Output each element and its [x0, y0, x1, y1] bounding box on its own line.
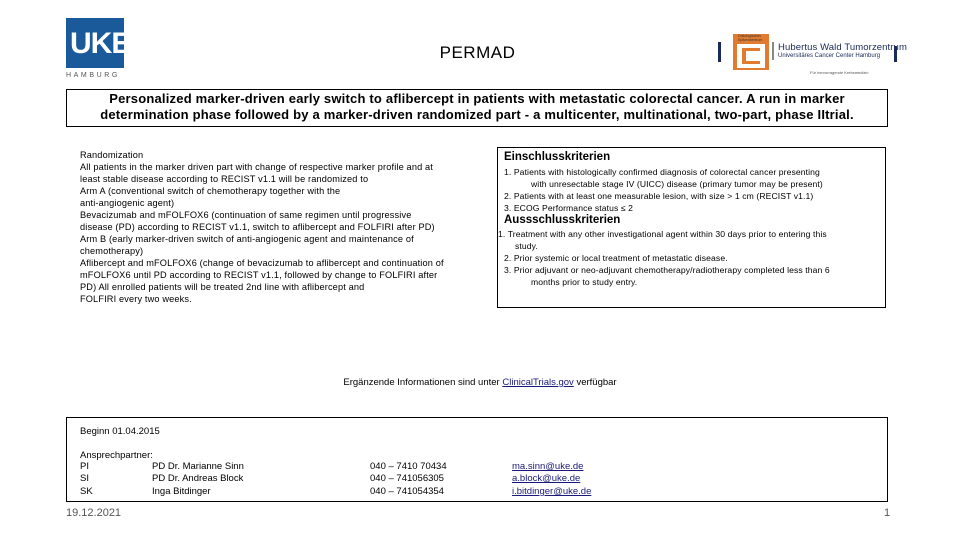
- uke-logo-block: [66, 18, 131, 68]
- randomization-line: Randomization: [80, 150, 144, 160]
- contact-email[interactable]: i.bitdinger@uke.de: [512, 486, 592, 497]
- hwtz-logo: [718, 32, 907, 82]
- start-date: Beginn 01.04.2015: [80, 426, 160, 437]
- randomization-line: Arm A (conventional switch of chemotherapy together with the: [80, 186, 341, 196]
- contact-role: SI: [80, 473, 89, 484]
- uke-logo-subtext: HAMBURG: [66, 72, 120, 79]
- info-line: [300, 377, 660, 388]
- contact-phone: 040 – 741054354: [370, 486, 444, 497]
- contact-phone: 040 – 7410 70434: [370, 461, 447, 472]
- uke-logo-text: UKE: [70, 27, 131, 60]
- contact-name: Inga Bitdinger: [152, 486, 211, 497]
- contact-name: PD Dr. Andreas Block: [152, 473, 244, 484]
- inclusion-item: 2. Patients with at least one measurable lesion, with size > 1 cm (RECIST v1.1): [504, 191, 814, 201]
- contact-name: PD Dr. Marianne Sinn: [152, 461, 244, 472]
- exclusion-heading: Aussschlusskriterien: [504, 214, 621, 226]
- randomization-line: All patients in the marker driven part with change of respective marker profile and at: [80, 162, 434, 172]
- inclusion-item: 1. Patients with histologically confirmed diagnosis of colorectal cancer presenting: [504, 167, 820, 177]
- randomization-line: Aflibercept and mFOLFOX6 (change of bevacizumab to aflibercept and continuation of: [80, 258, 444, 268]
- contact-phone: 040 – 741056305: [370, 473, 444, 484]
- info-suffix: verfügbar: [573, 377, 617, 388]
- randomization-section: [80, 149, 465, 305]
- inclusion-heading: Einschlusskriterien: [504, 151, 611, 163]
- randomization-line: least stable disease according to RECIST v1.1 will be randomized to: [80, 174, 369, 184]
- footer-date: 19.12.2021: [66, 507, 122, 519]
- uke-logo: [66, 18, 131, 82]
- inclusion-item: 3. ECOG Performance status ≤ 2: [504, 203, 634, 213]
- exclusion-item: months prior to study entry.: [531, 277, 638, 287]
- randomization-line: FOLFIRI every two weeks.: [80, 294, 192, 304]
- randomization-line: anti-angiogenic agent): [80, 198, 175, 208]
- randomization-line: Bevacizumab and mFOLFOX6 (continuation of same regimen until progressive: [80, 210, 412, 220]
- hwtz-subline: Universitäres Cancer Center Hamburg: [778, 53, 881, 59]
- criteria-box: [497, 147, 886, 308]
- exclusion-item: 3. Prior adjuvant or neo-adjuvant chemotherapy/radiotherapy completed less than 6: [504, 265, 830, 275]
- study-title: Personalized marker-driven early switch to aflibercept in patients with metastatic colorectal cancer. A run in marker determination phase followed by a marker-driven randomized part - a multicenter, multinational, two-part, phase IItrial.: [100, 91, 854, 122]
- contact-email[interactable]: ma.sinn@uke.de: [512, 461, 584, 472]
- info-prefix: Ergänzende Informationen sind unter: [343, 377, 503, 388]
- randomization-line: Arm B (early marker-driven switch of anti-angiogenic agent and maintenance of: [80, 234, 414, 244]
- hwtz-name: Hubertus Wald Tumorzentrum: [778, 42, 907, 53]
- contact-label: Ansprechpartner:: [80, 450, 153, 461]
- page-number: 1: [884, 507, 891, 519]
- hwtz-badge-text: Onkologisches Spitzenzentrum: [738, 34, 763, 42]
- contact-email[interactable]: a.block@uke.de: [512, 473, 581, 484]
- study-title-box: [66, 89, 888, 127]
- randomization-line: chemotherapy): [80, 246, 144, 256]
- contact-role: SK: [80, 486, 93, 497]
- clinicaltrials-link[interactable]: ClinicalTrials.gov: [502, 377, 574, 388]
- exclusion-item: 2. Prior systemic or local treatment of metastatic disease.: [504, 253, 728, 263]
- exclusion-item: 1. Treatment with any other investigational agent within 30 days prior to entering this: [498, 229, 827, 239]
- hwtz-caption: Für hervorragende Krebsmedizin: [810, 70, 869, 75]
- randomization-line: mFOLFOX6 until PD according to RECIST v1.1, followed by change to FOLFIRI after: [80, 270, 438, 280]
- contact-box: [66, 417, 888, 502]
- exclusion-item: study.: [515, 241, 538, 251]
- inclusion-item: with unresectable stage IV (UICC) disease (primary tumor may be present): [531, 179, 823, 189]
- contact-role: PI: [80, 461, 89, 472]
- randomization-line: PD) All enrolled patients will be treated 2nd line with aflibercept and: [80, 282, 365, 292]
- page-title: PERMAD: [439, 43, 516, 62]
- randomization-line: disease (PD) according to RECIST v1.1, switch to aflibercept and FOLFIRI after PD): [80, 222, 435, 232]
